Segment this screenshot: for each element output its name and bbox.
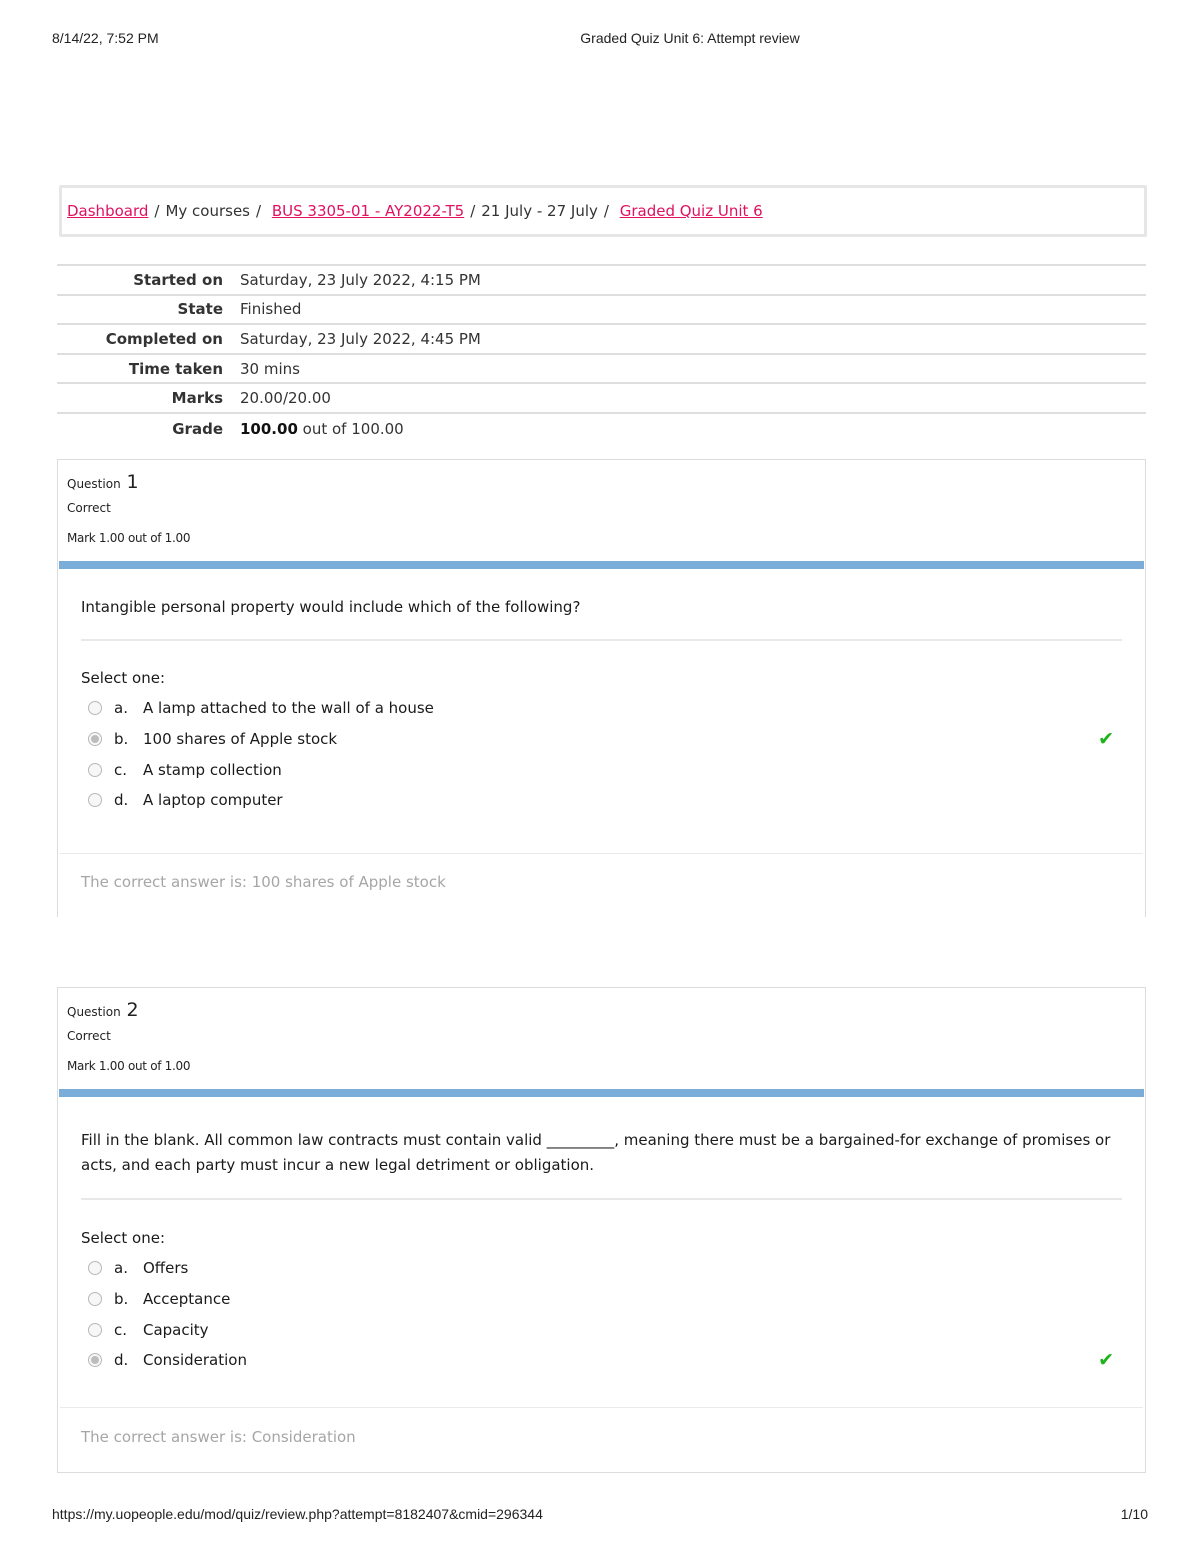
- breadcrumb-my-courses: My courses: [165, 202, 250, 220]
- answer-option-a[interactable]: [88, 693, 1145, 724]
- print-title: Graded Quiz Unit 6: Attempt review: [580, 30, 800, 46]
- question-feedback-1: [57, 853, 1146, 917]
- question-body-2: [57, 1089, 1146, 1407]
- answer-letter: b.: [114, 1290, 129, 1309]
- radio-button[interactable]: [88, 1323, 102, 1337]
- answer-letter: d.: [114, 1351, 129, 1370]
- summary-value: 30 mins: [240, 359, 300, 378]
- summary-label: Time taken: [128, 359, 223, 378]
- summary-label: Grade: [172, 419, 223, 438]
- radio-button[interactable]: [88, 1261, 102, 1275]
- summary-row-time-taken: [57, 355, 1146, 385]
- breadcrumb-separator: /: [154, 202, 160, 220]
- answer-letter: d.: [114, 791, 129, 810]
- breadcrumb-dashboard-link[interactable]: Dashboard: [67, 202, 149, 220]
- answer-text: Offers: [143, 1259, 189, 1278]
- answer-letter: c.: [114, 1320, 128, 1339]
- answer-text: A stamp collection: [143, 760, 282, 779]
- question-number: [67, 999, 1136, 1019]
- answer-list: [58, 1253, 1145, 1376]
- summary-value: [223, 420, 404, 438]
- question-info-2: [57, 987, 1146, 1090]
- summary-value: 20.00/20.00: [240, 389, 331, 408]
- answer-text: Capacity: [143, 1320, 209, 1339]
- answer-option-d[interactable]: [88, 1345, 1145, 1376]
- feedback-divider: [60, 853, 1143, 854]
- attempt-summary-table: [57, 264, 1146, 444]
- summary-value: Finished: [240, 300, 302, 319]
- summary-label: State: [177, 300, 223, 319]
- summary-row-grade: [57, 414, 1146, 444]
- answer-text: A lamp attached to the wall of a house: [143, 699, 434, 718]
- summary-row-state: [57, 296, 1146, 326]
- check-icon: ✔: [1098, 728, 1114, 751]
- summary-row-started-on: [57, 266, 1146, 296]
- breadcrumb-separator: /: [470, 202, 476, 220]
- answer-letter: a.: [114, 699, 128, 718]
- answer-option-d[interactable]: [88, 785, 1145, 816]
- print-footer: [52, 1506, 1148, 1526]
- answer-text: A laptop computer: [143, 791, 283, 810]
- select-prompt: Select one:: [81, 669, 166, 687]
- radio-button[interactable]: [88, 1292, 102, 1306]
- answer-text: Consideration: [143, 1351, 247, 1370]
- answer-letter: a.: [114, 1259, 128, 1278]
- answer-option-b[interactable]: [88, 724, 1145, 755]
- correct-answer-text: The correct answer is: 100 shares of Apple stock: [81, 873, 446, 891]
- answer-option-a[interactable]: [88, 1253, 1145, 1284]
- question-label: Question: [67, 477, 121, 491]
- breadcrumb: [59, 185, 1147, 237]
- radio-button[interactable]: [88, 763, 102, 777]
- print-header: [52, 30, 1148, 50]
- answer-letter: b.: [114, 730, 129, 749]
- select-prompt: Select one:: [81, 1229, 166, 1247]
- question-state: Correct: [67, 1029, 111, 1043]
- grade-score: 100.00: [240, 419, 298, 438]
- question-info-1: [57, 459, 1146, 562]
- question-number: [67, 471, 1136, 491]
- summary-row-completed-on: [57, 325, 1146, 355]
- question-text: Intangible personal property would include which of the following?: [81, 569, 1122, 641]
- question-number-value: 2: [126, 999, 139, 1021]
- print-url: https://my.uopeople.edu/mod/quiz/review.php?attempt=8182407&cmid=296344: [52, 1506, 543, 1522]
- question-state: Correct: [67, 501, 111, 515]
- question-color-bar: [59, 561, 1144, 569]
- summary-value: Saturday, 23 July 2022, 4:15 PM: [240, 270, 481, 289]
- breadcrumb-separator: /: [603, 202, 609, 220]
- question-text: Fill in the blank. All common law contracts must contain valid _________, meaning there must be a bargained-for exchange of promises or acts, and each party must incur a new legal detriment or obligation.: [81, 1097, 1122, 1200]
- grade-out-of: out of 100.00: [302, 419, 404, 438]
- answer-list: [58, 693, 1145, 816]
- print-page-number: 1/10: [1120, 1506, 1148, 1522]
- question-mark: Mark 1.00 out of 1.00: [67, 531, 191, 545]
- feedback-divider: [60, 1407, 1143, 1408]
- summary-label: Completed on: [105, 329, 223, 348]
- answer-option-c[interactable]: [88, 754, 1145, 785]
- answer-option-c[interactable]: [88, 1314, 1145, 1345]
- breadcrumb-course-link[interactable]: BUS 3305-01 - AY2022-T5: [271, 202, 465, 220]
- question-feedback-2: [57, 1407, 1146, 1473]
- answer-letter: c.: [114, 760, 128, 779]
- radio-button[interactable]: [88, 793, 102, 807]
- breadcrumb-separator: /: [256, 202, 262, 220]
- summary-label: Started on: [133, 270, 223, 289]
- correct-answer-text: The correct answer is: Consideration: [81, 1428, 356, 1446]
- question-mark: Mark 1.00 out of 1.00: [67, 1059, 191, 1073]
- question-color-bar: [59, 1089, 1144, 1097]
- question-label: Question: [67, 1005, 121, 1019]
- answer-text: 100 shares of Apple stock: [143, 730, 338, 749]
- question-body-1: [57, 561, 1146, 853]
- radio-button-selected[interactable]: [88, 1353, 102, 1367]
- answer-text: Acceptance: [143, 1290, 231, 1309]
- answer-option-b[interactable]: [88, 1284, 1145, 1315]
- print-date: 8/14/22, 7:52 PM: [52, 30, 159, 46]
- breadcrumb-week: 21 July - 27 July: [481, 202, 598, 220]
- radio-button[interactable]: [88, 701, 102, 715]
- breadcrumb-quiz-link[interactable]: Graded Quiz Unit 6: [619, 202, 763, 220]
- summary-value: Saturday, 23 July 2022, 4:45 PM: [240, 329, 481, 348]
- radio-button-selected[interactable]: [88, 732, 102, 746]
- summary-label: Marks: [171, 389, 223, 408]
- summary-row-marks: [57, 384, 1146, 414]
- question-number-value: 1: [126, 471, 139, 493]
- check-icon: ✔: [1098, 1349, 1114, 1372]
